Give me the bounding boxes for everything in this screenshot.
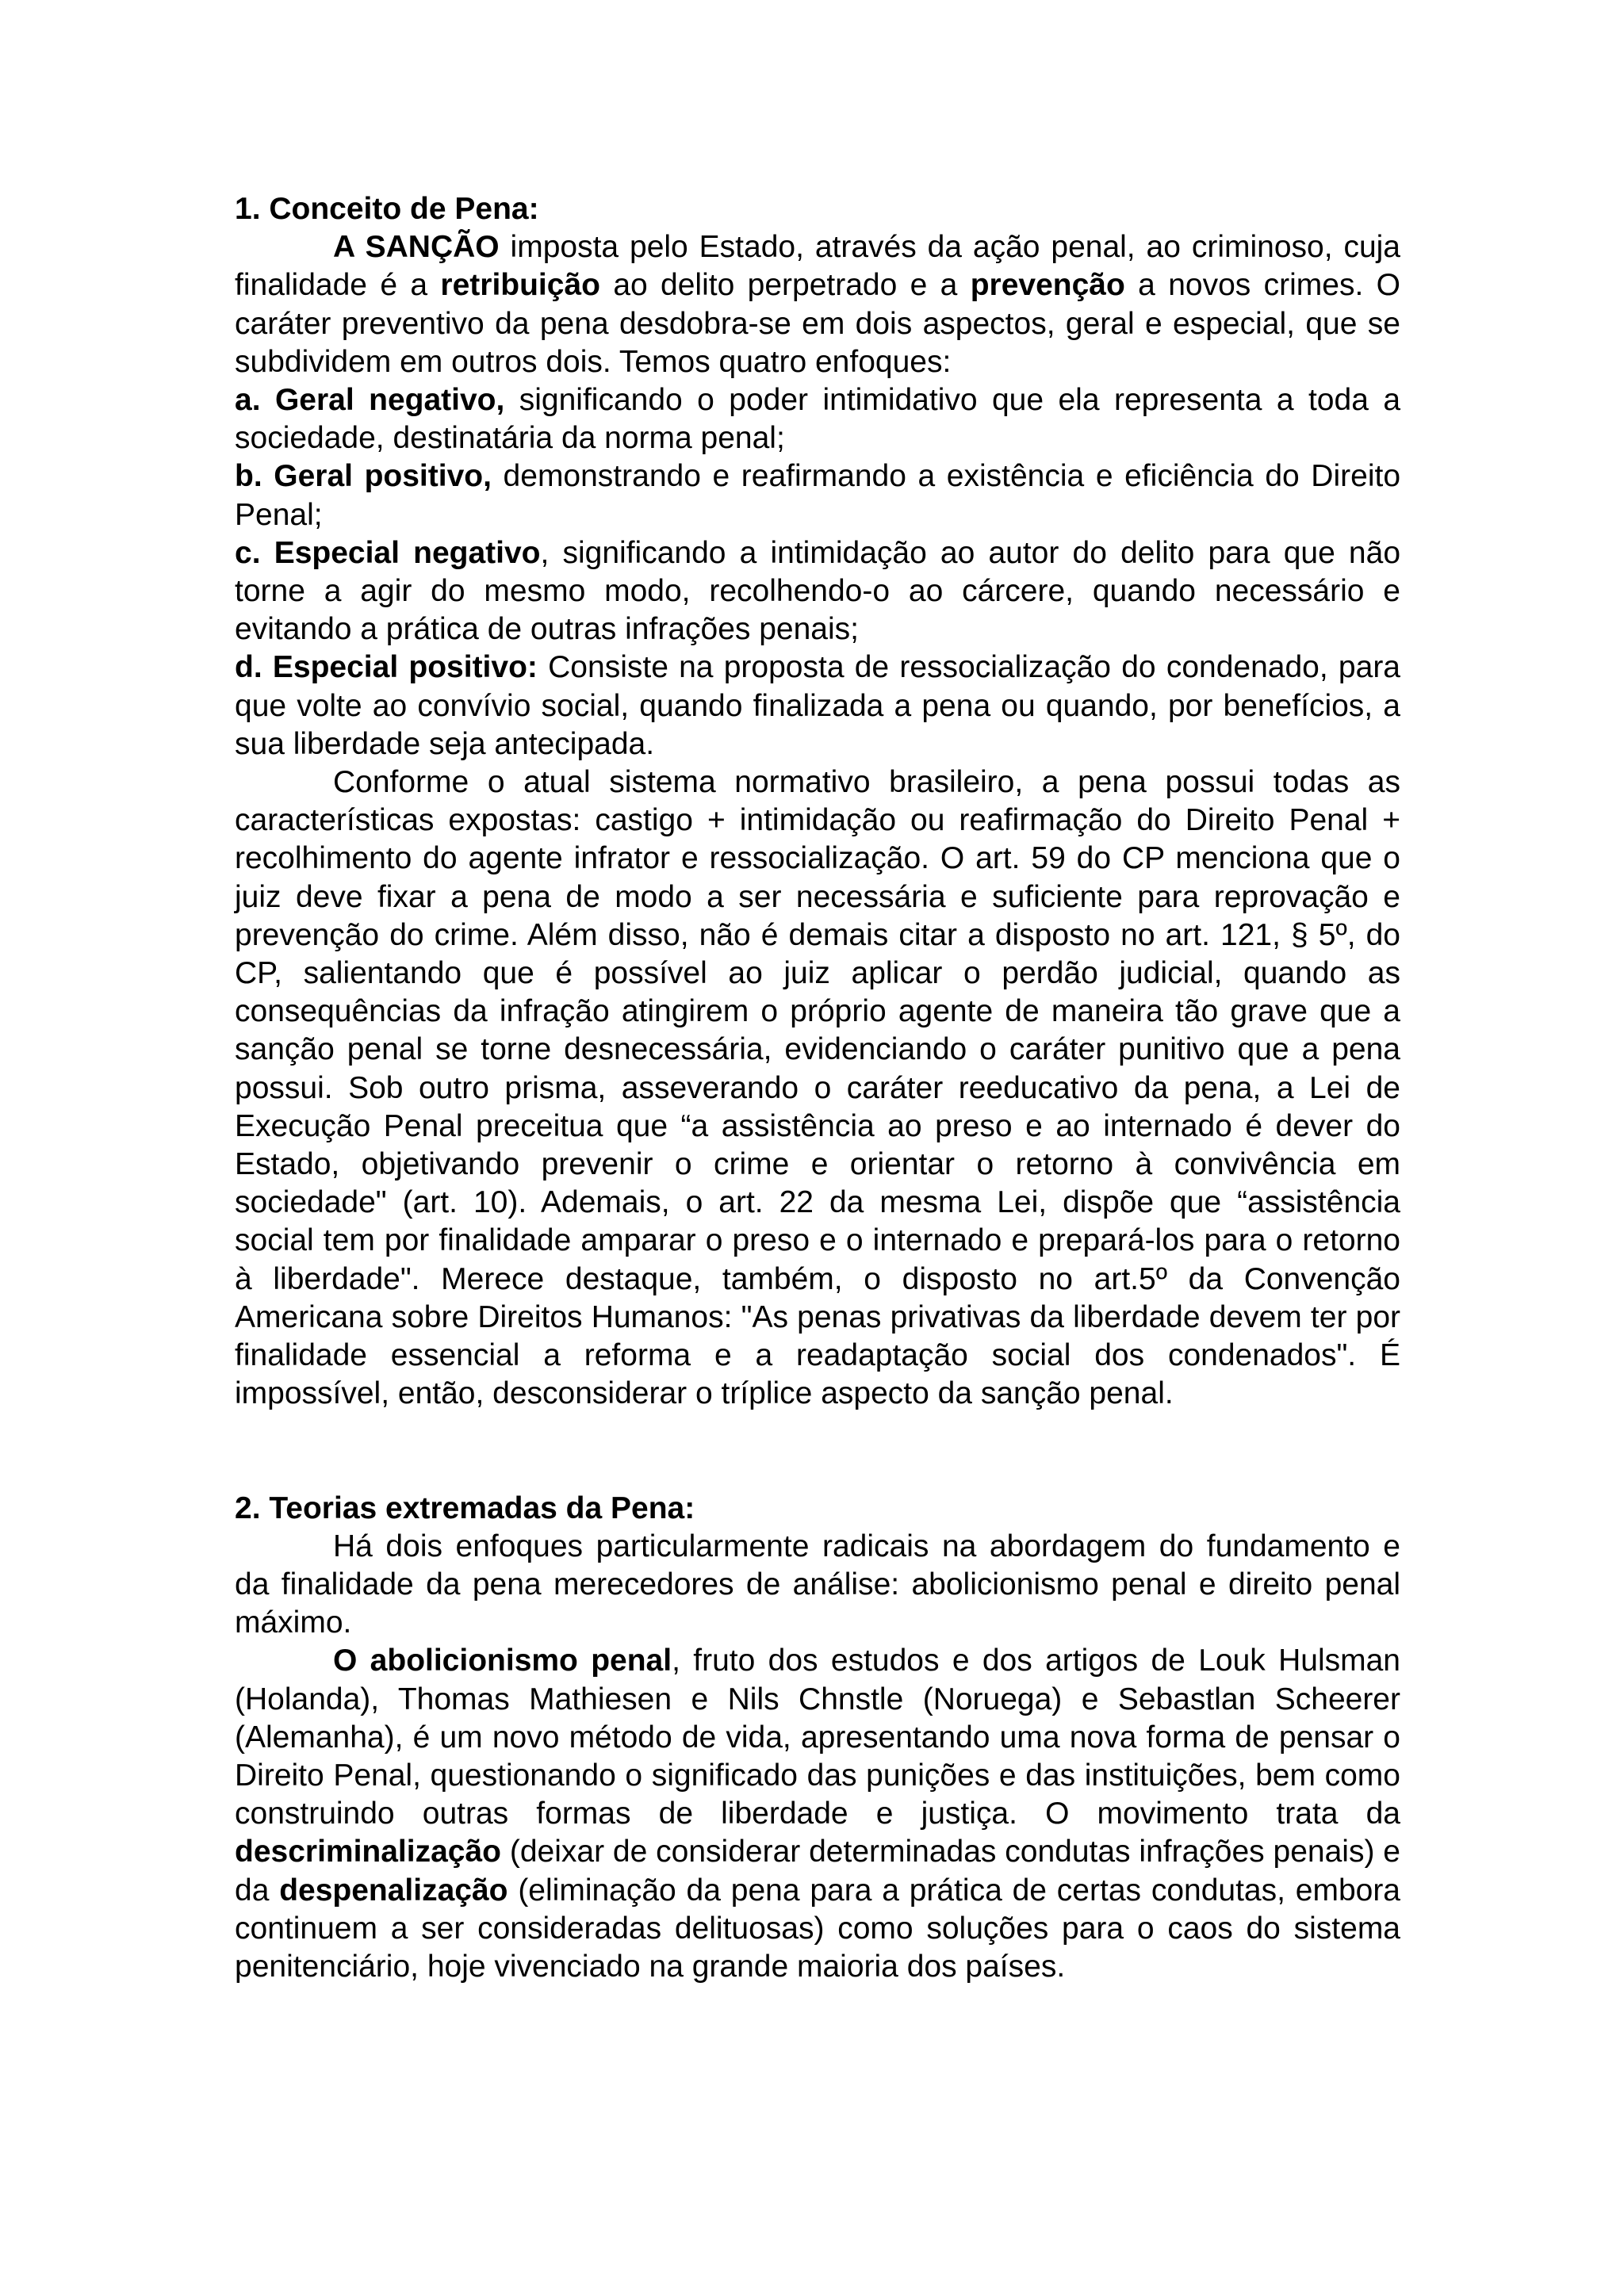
item-d-text: Consiste na proposta de ressocialização do condenado, para que volte ao convívio social, quando finalizada a pena ou quando, por benefícios, a sua liberdade seja antecipada. <box>235 650 1400 761</box>
list-item-b <box>235 457 1400 534</box>
intro-text-3: a novos crimes. O caráter preventivo da pena desdobra-se em dois aspectos, geral e especial, que se subdividem em outros dois. Temos quatro enfoques: <box>235 268 1400 379</box>
body-text-1: , fruto dos estudos e dos artigos de Louk Hulsman (Holanda), Thomas Mathiesen e Nils Chnstle (Noruega) e Sebastlan Scheerer (Alemanha), é um novo método de vida, apresentando uma nova forma de pensar o Direito Penal, questionando o significado das punições e das instituições, bem como construindo outras formas de liberdade e justiça. O movimento trata da <box>235 1644 1400 1831</box>
intro-text-2: ao delito perpetrado e a <box>599 268 971 303</box>
section-1-body-paragraph: Conforme o atual sistema normativo brasileiro, a pena possui todas as características expostas: castigo + intimidação ou reafirmação do Direito Penal + recolhimento do agente infrator e ressocialização. O art. 59 do CP menciona que o juiz deve fixar a pena de modo a ser necessária e suficiente para reprovação e prevenção do crime. Além disso, não é demais citar a disposto no art. 121, § 5º, do CP, salientando que é possível ao juiz aplicar o perdão judicial, quando as consequências da infração atingirem o próprio agente de maneira tão grave que a sanção penal se torne desnecessária, evidenciando o caráter punitivo que a pena possui. Sob outro prisma, asseverando o caráter reeducativo da pena, a Lei de Execução Penal preceitua que “a assistência ao preso e ao internado é dever do Estado, objetivando prevenir o crime e orientar o retorno à convivência em sociedade" (art. 10). Ademais, o art. 22 da mesma Lei, dispõe que “assistência social tem por finalidade amparar o preso e o internado e prepará-los para o retorno à liberdade". Merece destaque, também, o disposto no art.5º da Convenção Americana sobre Direitos Humanos: "As penas privativas da liberdade devem ter por finalidade essencial a reforma e a readaptação social dos condenados". É impossível, então, desconsiderar o tríplice aspecto da sanção penal. <box>235 765 1400 1411</box>
intro-text-1: imposta pelo Estado, através da ação penal, ao criminoso, cuja finalidade é a <box>235 230 1400 303</box>
item-b-label: b. Geral positivo, <box>235 459 492 494</box>
item-c-text: , significando a intimidação ao autor do delito para que não torne a agir do mesmo modo, recolhendo-o ao cárcere, quando necessário e evitando a prática de outras infrações penais; <box>235 535 1401 647</box>
item-a-label: a. Geral negativo, <box>235 383 505 418</box>
section-2-intro-paragraph: Há dois enfoques particularmente radicais na abordagem do fundamento e da finalidade da pena merecedores de análise: abolicionismo penal e direito penal máximo. <box>235 1529 1400 1640</box>
item-c-label: c. Especial negativo <box>235 535 541 570</box>
intro-lead-bold: A SANÇÃO <box>333 230 500 265</box>
intro-bold-retribuicao: retribuição <box>440 268 600 303</box>
list-item-a <box>235 381 1400 457</box>
body-text-3: (eliminação da pena para a prática de certas condutas, embora continuem a ser consideradas delituosas) como soluções para o caos do sistema penitenciário, hoje vivenciado na grande maioria dos países. <box>235 1873 1400 1984</box>
intro-bold-prevencao: prevenção <box>970 268 1125 303</box>
body-bold-despenalizacao: despenalização <box>279 1873 508 1908</box>
item-a-text: significando o poder intimidativo que ela representa a toda a sociedade, destinatária da norma penal; <box>235 383 1401 456</box>
document-page <box>235 190 1400 1986</box>
body-text-2: (deixar de considerar determinadas condutas infrações penais) e da <box>235 1835 1400 1908</box>
item-b-text: demonstrando e reafirmando a existência e eficiência do Direito Penal; <box>235 459 1401 532</box>
body-lead-bold: O abolicionismo penal <box>333 1644 672 1678</box>
list-item-c <box>235 534 1400 649</box>
item-d-label: d. Especial positivo: <box>235 650 538 685</box>
body-bold-descriminalizacao: descriminalização <box>235 1835 501 1869</box>
list-item-d <box>235 649 1400 763</box>
section-2-body-paragraph <box>235 1642 1400 1986</box>
section-spacer <box>235 1414 1400 1490</box>
section-2-heading: 2. Teorias extremadas da Pena: <box>235 1490 695 1525</box>
section-1-heading: 1. Conceito de Pena: <box>235 192 539 226</box>
section-1-intro-paragraph <box>235 228 1400 381</box>
